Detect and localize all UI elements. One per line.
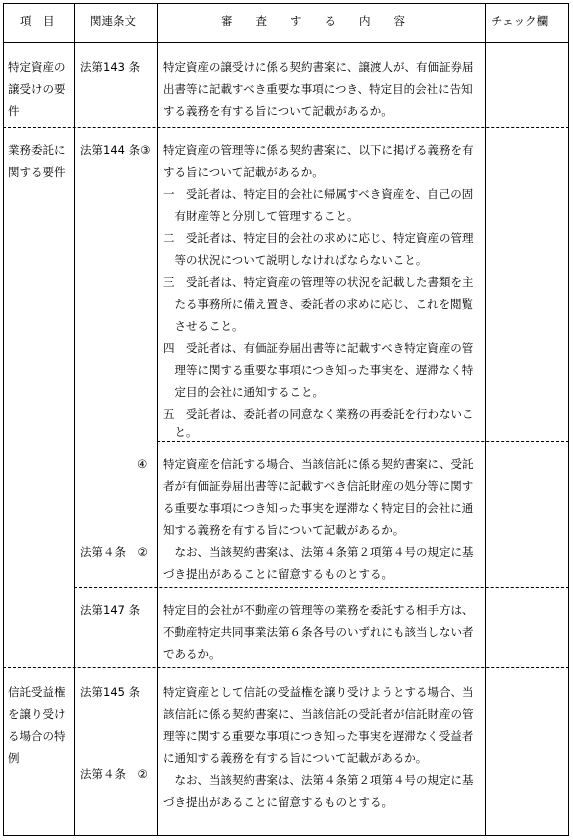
row2-content-line: と。	[163, 425, 198, 439]
row5-article-2: 法第４条 ②	[80, 767, 148, 781]
row5-content-line: 理等に関する重要な事項につき知った事実を遅滞なく受益者	[163, 729, 474, 743]
row2-content-line: 一 受託者は、特定目的会社に帰属すべき資産を、自己の固	[163, 187, 474, 201]
row5-article: 法第145 条	[80, 685, 141, 699]
row1-content-line: する義務を有する旨について記載があるか。	[163, 104, 393, 118]
row3-article: ④	[137, 457, 148, 471]
row5-content-line: に通知する義務を有する旨について記載があるか。	[163, 751, 428, 765]
row2-content-line: 特定資産の管理等に係る契約書案に、以下に掲げる義務を有	[163, 143, 474, 157]
row3-content-line: る重要な事項につき知った事実を遅滞なく特定目的会社に通	[163, 501, 474, 515]
row1-content-line: 特定資産の譲受けに係る契約書案に、譲渡人が、有価証券届	[163, 60, 474, 74]
row1-item-line: 特定資産の	[8, 60, 66, 74]
row2-content-line: させること。	[163, 319, 244, 333]
header-article: 関連条文	[90, 14, 136, 28]
row2-item-line: 業務委託に	[8, 143, 66, 157]
row2-content-line: 理等に関する重要な事項につき知った事実を、遅滞なく特	[163, 363, 474, 377]
row2-content-line: 三 受託者は、特定資産の管理等の状況を記載した書類を主	[163, 275, 474, 289]
row5-content-line: 特定資産として信託の受益権を譲り受けようとする場合、当	[163, 685, 474, 699]
row2-content-line: 定目的会社に通知すること。	[163, 385, 324, 399]
row5-item-line: る場合の特	[8, 729, 66, 743]
row5-item-line: 例	[8, 751, 20, 765]
row1-item-line: 譲受けの要	[8, 82, 66, 96]
row2-content-line: 等の状況について説明しなければならないこと。	[163, 253, 428, 267]
row2-content-line: 五 受託者は、委託者の同意なく業務の再委託を行わないこ	[163, 407, 474, 421]
row3-content-line: 特定資産を信託する場合、当該信託に係る契約書案に、受託	[163, 457, 474, 471]
row2-content-line: たる事務所に備え置き、委託者の求めに応じ、これを閲覧	[163, 297, 474, 311]
row3-content-line: なお、当該契約書案は、法第４条第２項第４号の規定に基	[163, 545, 474, 559]
row3-content-line: づき提出があることに留意するものとする。	[163, 567, 393, 581]
row-divider-4	[3, 667, 569, 668]
row2-content-line: 有財産等と分別して管理すること。	[163, 209, 359, 223]
row3-content-line: 者が有価証券届出書等に記載すべき信託財産の処分等に関す	[163, 479, 474, 493]
row4-content-line: であるか。	[163, 647, 221, 661]
row2-content-line: 二 受託者は、特定目的会社の求めに応じ、特定資産の管理	[163, 231, 474, 245]
row-divider-2	[157, 441, 569, 442]
row5-item-line: 信託受益権	[8, 685, 66, 699]
row5-content-line: づき提出があることに留意するものとする。	[163, 795, 393, 809]
row5-item-line: を譲り受け	[8, 707, 66, 721]
row4-content-line: 特定目的会社が不動産の管理等の業務を委託する相手方は、	[163, 603, 474, 617]
row1-content-line: 出書等に記載すべき重要な事項につき、特定目的会社に告知	[163, 82, 473, 96]
row3-content-line: 知する義務を有する旨について記載があるか。	[163, 523, 405, 537]
header-item: 項 目	[20, 14, 55, 28]
header-content: 審 査 す る 内 容	[221, 14, 405, 28]
row2-content-line: 四 受託者は、有価証券届出書等に記載すべき特定資産の管	[163, 341, 474, 355]
row-divider-1	[3, 127, 569, 128]
row2-content-line: する旨について記載があるか。	[163, 165, 324, 179]
row2-article: 法第144 条③	[80, 143, 151, 157]
row1-article: 法第143 条	[80, 60, 141, 74]
row5-content-line: 該信託に係る契約書案に、当該信託の受託者が信託財産の管	[163, 707, 474, 721]
row4-content-line: 不動産特定共同事業法第６条各号のいずれにも該当しない者	[163, 625, 474, 639]
row5-content-line: なお、当該契約書案は、法第４条第２項第４号の規定に基	[163, 773, 474, 787]
header-check: チェック欄	[491, 14, 549, 28]
row-divider-3	[74, 587, 569, 588]
row4-article: 法第147 条	[80, 603, 141, 617]
row3-article-2: 法第４条 ②	[80, 545, 148, 559]
row1-item-line: 件	[8, 104, 20, 118]
header-divider	[3, 42, 569, 43]
row2-item-line: 関する要件	[8, 165, 66, 179]
